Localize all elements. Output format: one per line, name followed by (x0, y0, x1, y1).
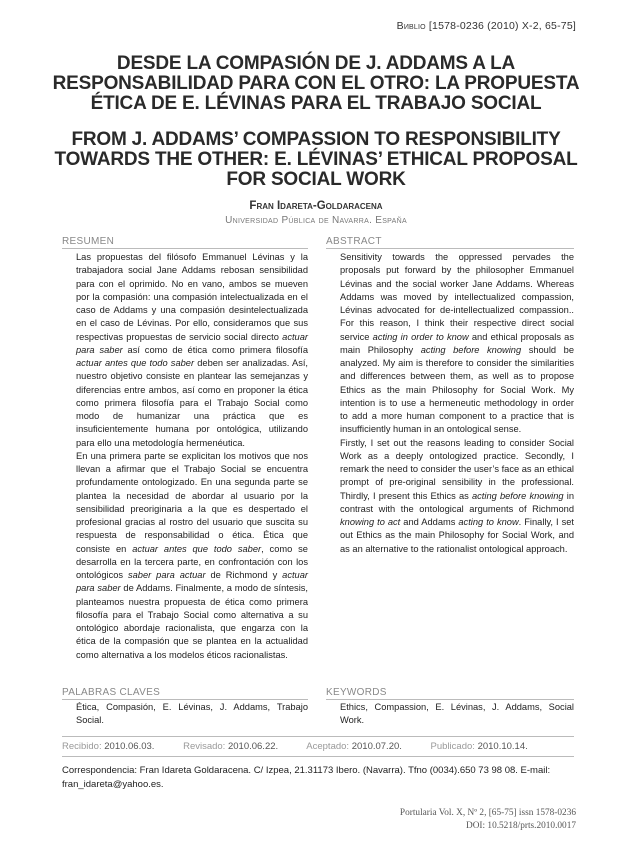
date-revisado: Revisado: 2010.06.22. (183, 741, 279, 752)
resumen-paragraph: Las propuestas del filósofo Emmanuel Lévinas y la trabajadora social Jane Addams rebosan sensibilidad para con el oprimido. No en vano, ambos se mueven por la compasión: una compasión intelectualizada en el caso de Addams y una compasión desintelectualizada en el caso de Lévinas. Por ello, consideramos que sus respectivas propuestas de servicio social directo actuar para saber así como de ética como primera filosofía actuar antes que todo saber deben ser analizadas. Así, nuestro objetivo consiste en plantear las semejanzas y diferencias entre ambos, así como en proponer la ética como primera filosofía para el Trabajo Social como modo de humanizar una práctica que es insuficientemente humana por ontológica, utilizando para ello una metodología hermenéutica. (76, 252, 309, 448)
correspondence: Correspondencia: Fran Idareta Goldaracena. C/ Izpea, 21.31173 Ibero. (Navarra). Tfno (0034).650 73 98 08. E-mail: fran_idareta@yahoo.es. (62, 765, 551, 790)
resumen-paragraph: En una primera parte se explicitan los motivos que nos llevan a afirmar que el Trabajo Social se encuentra profundamente ontologizado. En una segunda parte se plantea la necesidad de abordar al usuario por la sensibilidad preoriginaria a la que es despertado el profesional gracias al rostro del usuario que suscita su respuesta de responsabilidad o ética. Ética que consiste en actuar antes que todo saber, como se desarrolla en la tercera parte, en confrontación con los ontológicos saber para actuar de Richmond y actuar para saber de Addams. Finalmente, a modo de síntesis, planteamos nuestra propuesta de ética como primera filosofía para el Trabajo Social como alternativa a su ontológico abordaje racionalista, que engarza con la ética de la compasión que se plantea en la actualidad como alternativa a los modelos éticos racionalistas. (76, 450, 308, 660)
abstract-paragraph: Firstly, I set out the reasons leading to consider Social Work as a deeply ontologized practice. Secondly, I remark the need to consider the user’s face as an ethical prompt of pre-original sensibility in the professional. Thirdly, I present this Ethics as acting before knowing in contrast with the ontological arguments of Richmond knowing to act and Addams acting to know. Finally, I set out Ethics as the main Philosophy for Social Work, and as an alternative to the rationalist ontological approach. (340, 437, 575, 554)
divider (62, 248, 308, 249)
publication-dates (62, 741, 574, 752)
keywords-heading: KEYWORDS (326, 687, 387, 698)
title-spanish (40, 54, 592, 114)
abstract-paragraph: Sensitivity towards the oppressed pervades the proposals put forward by the philosopher Emmanuel Lévinas and the social worker Jane Addams. Whereas Addams was moved by intellectualized compassion, Lévinas advocated for de-intellectualized compassion.. For this reason, I think their respective direct social service acting in order to know and ethical proposals as main Philosophy acting before knowing should be analyzed. My aim is therefore to consider the similarities and differences between them, as well as to propose Ethics as the main Philosophy for Social Work. My intention is to use a hermeneutic methodology in order to add a more human component to a practice that is insufficiently human in an ontological sense. (340, 252, 574, 435)
divider (62, 756, 574, 757)
author-name: Fran Idareta-Goldaracena (249, 200, 383, 212)
running-head (397, 20, 576, 32)
divider (326, 248, 574, 249)
title-en-line: FROM J. ADDAMS’ COMPASSION TO RESPONSIBILITY (71, 129, 561, 150)
keywords-text: Ethics, Compassion, E. Lévinas, J. Addams, Social Work. (340, 702, 574, 725)
date-publicado: Publicado: 2010.10.14. (430, 741, 528, 752)
resumen-body (76, 251, 308, 662)
title-es-line: RESPONSABILIDAD PARA CON EL OTRO: LA PROPUESTA (52, 73, 580, 94)
divider (326, 699, 574, 700)
title-es-line: ÉTICA DE E. LÉVINAS PARA EL TRABAJO SOCIAL (90, 93, 542, 114)
palabras-claves-heading: PALABRAS CLAVES (62, 687, 161, 698)
title-en-line: TOWARDS THE OTHER: E. LÉVINAS’ ETHICAL PROPOSAL (54, 149, 578, 170)
journal-name: Bиblio (396, 20, 426, 32)
footer-journal: Portularia Vol. X, Nº 2, [65-75] issn 1578-0236 (399, 808, 576, 818)
issn-info: [1578-0236 (2010) X-2, 65-75] (428, 20, 576, 32)
divider (62, 699, 308, 700)
palabras-claves-text: Ética, Compasión, E. Lévinas, J. Addams, Trabajo Social. (76, 702, 308, 725)
date-recibido: Recibido: 2010.06.03. (62, 741, 155, 752)
title-en-line: FOR SOCIAL WORK (226, 169, 406, 190)
title-es-line: DESDE LA COMPASIÓN DE J. ADDAMS A LA (116, 53, 516, 74)
abstract-body (340, 251, 574, 556)
resumen-heading: RESUMEN (62, 236, 115, 247)
title-english (40, 130, 592, 190)
abstract-heading: ABSTRACT (326, 236, 382, 247)
date-aceptado: Aceptado: 2010.07.20. (306, 741, 402, 752)
footer-doi: DOI: 10.5218/prts.2010.0017 (465, 821, 576, 831)
author-affiliation: Universidad Pública de Navarra. España (225, 215, 407, 226)
divider (62, 736, 574, 737)
